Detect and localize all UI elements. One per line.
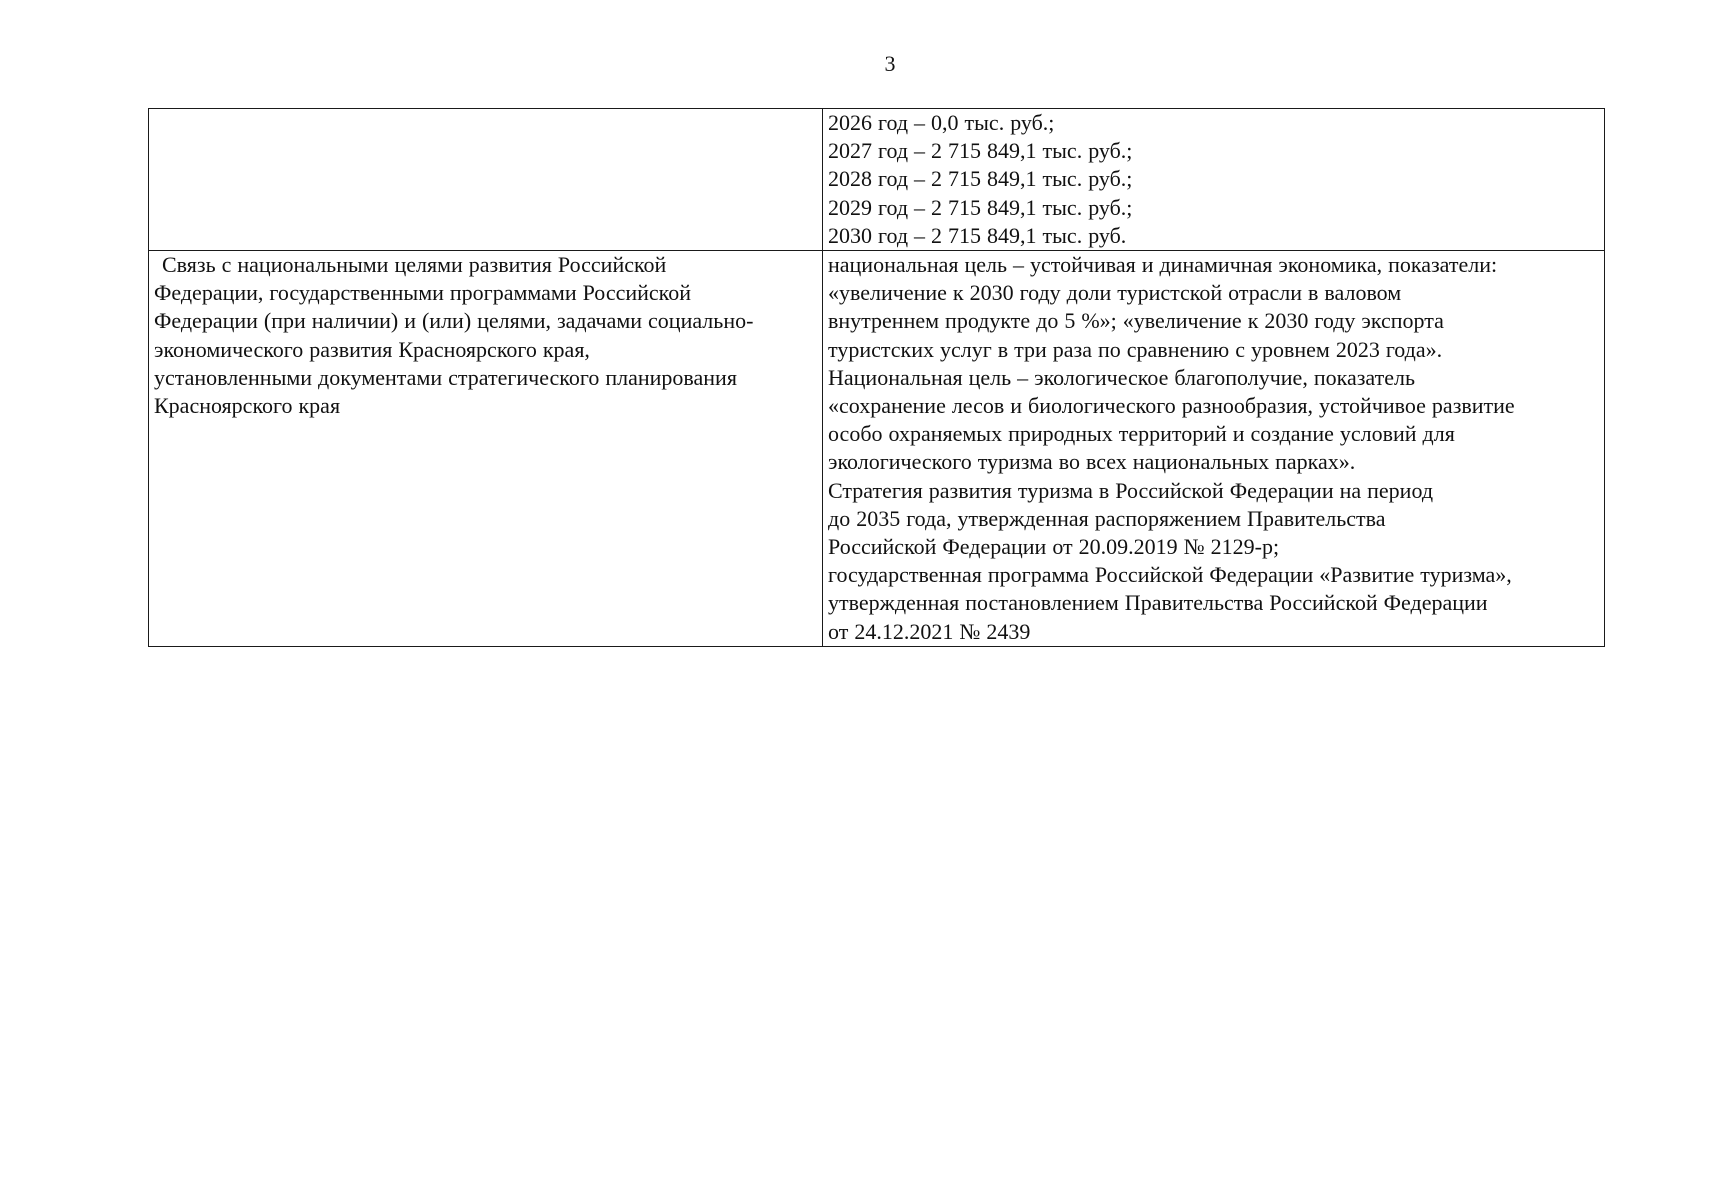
financing-label-cell-empty bbox=[149, 109, 823, 251]
label-line: Красноярского края bbox=[154, 393, 341, 419]
label-line: Федерации (при наличии) и (или) целями, задачами социально- bbox=[154, 308, 754, 334]
financing-line-2026: 2026 год – 0,0 тыс. руб.; bbox=[828, 110, 1055, 135]
table-row-financing-years bbox=[149, 109, 1605, 251]
content-line: до 2035 года, утвержденная распоряжением Правительства bbox=[828, 505, 1386, 531]
content-line: национальная цель – устойчивая и динамичная экономика, показатели: bbox=[828, 252, 1498, 278]
content-line: особо охраняемых природных территорий и создание условий для bbox=[828, 421, 1455, 447]
content-line: Российской Федерации от 20.09.2019 № 2129-р; bbox=[828, 534, 1280, 560]
label-line: Федерации, государственными программами Российской bbox=[154, 280, 692, 306]
content-line: утвержденная постановлением Правительства Российской Федерации bbox=[828, 590, 1488, 616]
page-number: 3 bbox=[884, 51, 896, 76]
content-line: государственная программа Российской Федерации «Развитие туризма», bbox=[828, 562, 1512, 588]
financing-line-2027: 2027 год – 2 715 849,1 тыс. руб.; bbox=[828, 138, 1133, 164]
financing-years-cell bbox=[823, 109, 1605, 251]
financing-line-2028: 2028 год – 2 715 849,1 тыс. руб.; bbox=[828, 166, 1133, 192]
label-line: установленными документами стратегического планирования bbox=[154, 364, 737, 390]
content-line: внутреннем продукте до 5 %»; «увеличение к 2030 году экспорта bbox=[828, 308, 1444, 334]
national-goals-content-cell bbox=[823, 251, 1605, 647]
financing-line-2029: 2029 год – 2 715 849,1 тыс. руб.; bbox=[828, 194, 1133, 220]
passport-table bbox=[148, 108, 1605, 647]
content-line: Стратегия развития туризма в Российской Федерации на период bbox=[828, 477, 1434, 503]
label-line: экономического развития Красноярского края, bbox=[154, 336, 590, 362]
national-goals-label-cell bbox=[149, 251, 823, 647]
content-line: «увеличение к 2030 году доли туристской отрасли в валовом bbox=[828, 280, 1402, 306]
content-line: экологического туризма во всех национальных парках». bbox=[828, 449, 1356, 475]
content-line: от 24.12.2021 № 2439 bbox=[828, 618, 1031, 644]
financing-line-2030: 2030 год – 2 715 849,1 тыс. руб. bbox=[828, 222, 1127, 248]
content-line: Национальная цель – экологическое благополучие, показатель bbox=[828, 364, 1415, 390]
label-line: Связь с национальными целями развития Российской bbox=[162, 252, 667, 278]
content-line: «сохранение лесов и биологического разнообразия, устойчивое развитие bbox=[828, 393, 1515, 419]
table-row-national-goals bbox=[149, 251, 1605, 647]
content-line: туристских услуг в три раза по сравнению с уровнем 2023 года». bbox=[828, 336, 1443, 362]
